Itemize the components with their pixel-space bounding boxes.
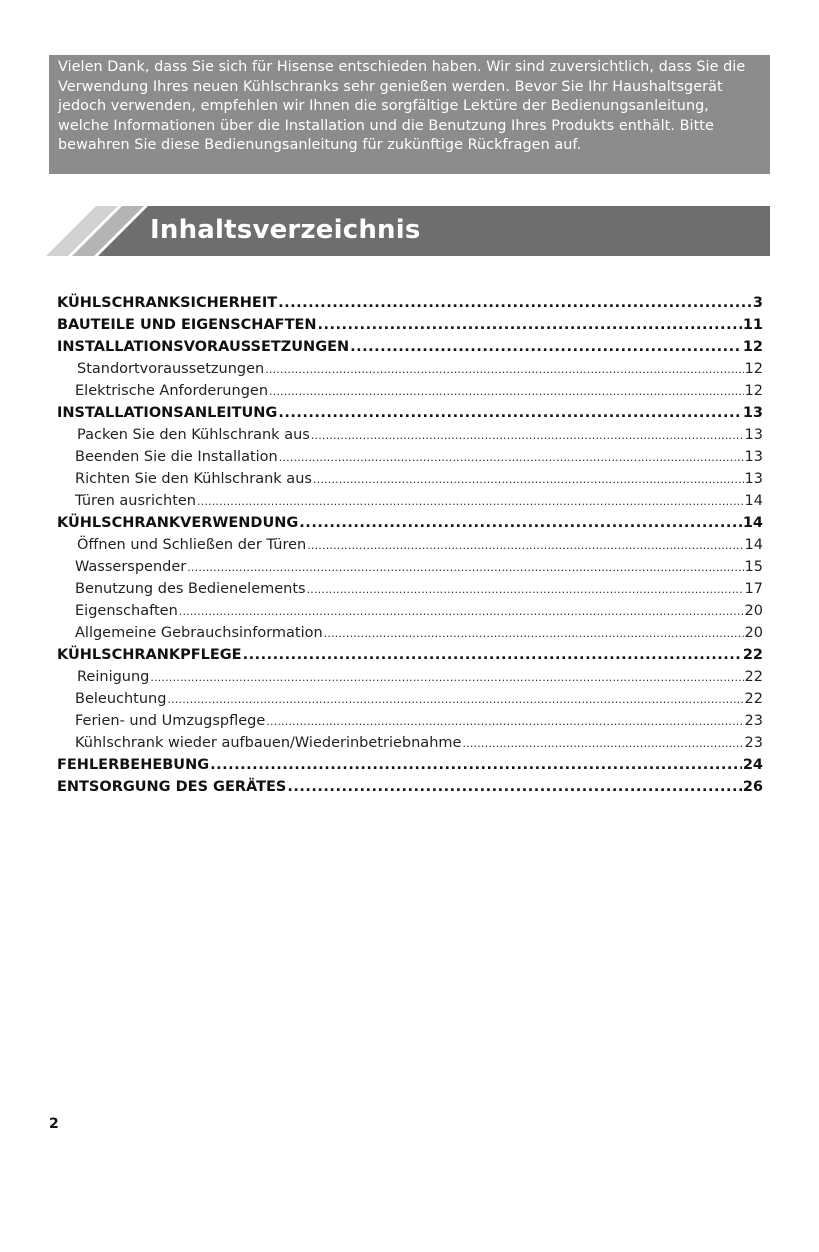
toc-subentry-label: Allgemeine Gebrauchsinformation: [75, 625, 323, 641]
toc-subentry-label: Elektrische Anforderungen: [75, 383, 269, 399]
toc-entry-page: 22: [742, 647, 763, 663]
toc-subentry-page: 23: [744, 735, 763, 751]
toc-leader: [287, 776, 741, 798]
toc-leader: [243, 644, 742, 666]
toc-entry[interactable]: [57, 314, 763, 336]
toc-leader: [278, 402, 741, 424]
toc-subentry-label: Wasserspender: [75, 559, 187, 575]
toc-subentry[interactable]: [57, 600, 763, 622]
toc-entry[interactable]: [57, 644, 763, 666]
toc-subentry-page: 17: [744, 581, 763, 597]
toc-subentry-page: 12: [744, 383, 763, 399]
table-of-contents: [57, 292, 763, 798]
toc-leader: [279, 446, 744, 469]
toc-entry-label: KÜHLSCHRANKVERWENDUNG: [57, 515, 299, 531]
toc-leader: [197, 490, 744, 513]
toc-subentry-page: 20: [744, 603, 763, 619]
toc-entry-page: 3: [752, 295, 763, 311]
toc-leader: [210, 754, 742, 776]
toc-subentry-label: Eigenschaften: [75, 603, 178, 619]
toc-leader: [307, 534, 743, 557]
toc-entry[interactable]: [57, 776, 763, 798]
toc-entry-label: INSTALLATIONSANLEITUNG: [57, 405, 278, 421]
toc-subentry-label: Benutzung des Bedienelements: [75, 581, 306, 597]
toc-entry-label: KÜHLSCHRANKPFLEGE: [57, 647, 242, 663]
toc-leader: [299, 512, 742, 534]
toc-subentry-page: 14: [744, 493, 763, 509]
toc-subentry-label: Öffnen und Schließen der Türen: [77, 537, 307, 553]
toc-entry-page: 14: [742, 515, 763, 531]
page-number: 2: [49, 1116, 59, 1132]
toc-subentry-label: Ferien- und Umzugspflege: [75, 713, 266, 729]
toc-leader: [150, 666, 743, 689]
toc-leader: [187, 556, 743, 579]
toc-subentry[interactable]: [57, 358, 763, 380]
toc-leader: [311, 424, 744, 447]
toc-subentry[interactable]: [57, 710, 763, 732]
toc-subentry[interactable]: [57, 468, 763, 490]
toc-entry-page: 12: [742, 339, 763, 355]
toc-leader: [269, 380, 744, 403]
toc-subentry[interactable]: [57, 446, 763, 468]
toc-leader: [278, 292, 752, 314]
toc-entry-label: INSTALLATIONSVORAUSSETZUNGEN: [57, 339, 350, 355]
toc-entry-label: BAUTEILE UND EIGENSCHAFTEN: [57, 317, 317, 333]
toc-subentry-label: Reinigung: [77, 669, 150, 685]
toc-subentry[interactable]: [57, 622, 763, 644]
toc-leader: [266, 710, 743, 733]
toc-subentry-label: Packen Sie den Kühlschrank aus: [77, 427, 310, 443]
toc-subentry-page: 22: [744, 691, 763, 707]
toc-entry-page: 24: [742, 757, 763, 773]
toc-entry[interactable]: [57, 292, 763, 314]
toc-leader: [167, 688, 743, 711]
toc-subentry[interactable]: [57, 578, 763, 600]
toc-subentry-page: 13: [744, 449, 763, 465]
toc-entry[interactable]: [57, 402, 763, 424]
toc-heading: Inhaltsverzeichnis: [150, 215, 421, 245]
toc-subentry-page: 13: [744, 471, 763, 487]
toc-subentry[interactable]: [57, 490, 763, 512]
toc-entry-page: 13: [742, 405, 763, 421]
toc-subentry[interactable]: [57, 666, 763, 688]
toc-leader: [324, 622, 744, 645]
toc-subentry-page: 13: [744, 427, 763, 443]
toc-subentry-page: 22: [744, 669, 763, 685]
toc-subentry-label: Standortvoraussetzungen: [77, 361, 265, 377]
toc-subentry[interactable]: [57, 380, 763, 402]
toc-subentry-label: Beenden Sie die Installation: [75, 449, 278, 465]
toc-subentry-page: 12: [744, 361, 763, 377]
toc-leader: [265, 358, 743, 381]
toc-subentry[interactable]: [57, 424, 763, 446]
toc-subentry-page: 15: [744, 559, 763, 575]
toc-leader: [179, 600, 744, 623]
toc-entry[interactable]: [57, 512, 763, 534]
toc-subentry-page: 23: [744, 713, 763, 729]
intro-box: [49, 55, 770, 174]
toc-entry-label: FEHLERBEHEBUNG: [57, 757, 210, 773]
toc-subentry-label: Richten Sie den Kühlschrank aus: [75, 471, 312, 487]
toc-subentry[interactable]: [57, 688, 763, 710]
toc-entry[interactable]: [57, 754, 763, 776]
toc-leader: [307, 578, 744, 601]
toc-subentry[interactable]: [57, 732, 763, 754]
toc-leader: [350, 336, 742, 358]
toc-leader: [313, 468, 744, 491]
toc-entry[interactable]: [57, 336, 763, 358]
toc-subentry[interactable]: [57, 556, 763, 578]
toc-entry-page: 26: [742, 779, 763, 795]
heading-band: [46, 206, 770, 256]
toc-entry-label: ENTSORGUNG DES GERÄTES: [57, 779, 287, 795]
toc-leader: [318, 314, 742, 336]
toc-subentry-page: 14: [744, 537, 763, 553]
toc-subentry-page: 20: [744, 625, 763, 641]
toc-entry-label: KÜHLSCHRANKSICHERHEIT: [57, 295, 278, 311]
toc-entry-page: 11: [742, 317, 763, 333]
toc-subentry-label: Türen ausrichten: [75, 493, 196, 509]
toc-subentry-label: Beleuchtung: [75, 691, 167, 707]
toc-subentry[interactable]: [57, 534, 763, 556]
toc-leader: [462, 732, 743, 755]
toc-subentry-label: Kühlschrank wieder aufbauen/Wiederinbetriebnahme: [75, 735, 462, 751]
intro-text: Vielen Dank, dass Sie sich für Hisense entschieden haben. Wir sind zuversichtlich, dass Sie die Verwendung Ihres neuen Kühlschranks sehr genießen werden. Bevor Sie Ihr Haushaltsgerät jedoch verwenden, empfehlen wir Ihnen die sorgfältige Lektüre der Bedienungsanleitung, welche Informationen über die Installation und die Benutzung Ihres Produkts enthält. Bitte bewahren Sie diese Bedienungsanleitung für zukünftige Rückfragen auf.: [58, 59, 746, 154]
